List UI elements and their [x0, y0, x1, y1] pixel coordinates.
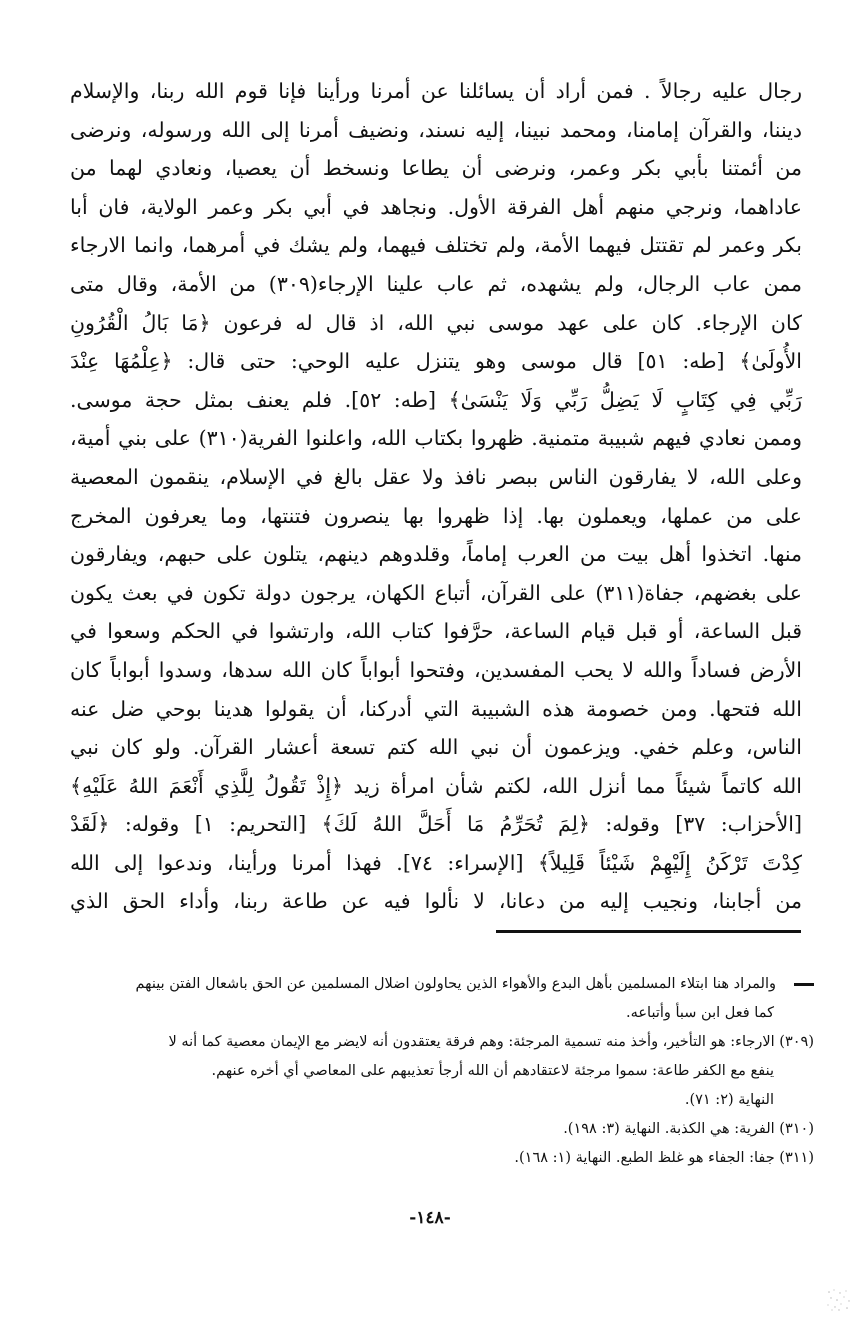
body-line: الله فتحها. ومن خصومة هذه الشبيبة التي أدركنا، أن يقولوا هدينا بوحي ضل عنه — [70, 696, 802, 721]
print-speckle — [826, 1288, 852, 1312]
body-line: الأرض فساداً والله لا يحب المفسدين، وفتحوا أبواباً كان الله سدها، وسدوا أبواباً كان — [70, 657, 802, 682]
footnotes — [56, 970, 814, 1173]
footnote-309: (٣٠٩) الارجاء: هو التأخير، وأخذ منه تسمية المرجئة: وهم فرقة يعتقدون أنه لايضر مع الإيمان معصية كما أنه لا — [168, 1034, 814, 1050]
body-line: الله كاتماً شيئاً مما أنزل الله، لكتم شأن امرأة زيد ﴿إِذْ تَقُولُ لِلَّذِي أَنْعَمَ اللهُ عَلَيْهِ﴾ — [70, 773, 802, 798]
body-line: رجال عليه رجالاً . فمن أراد أن يسائلنا عن أمرنا ورأينا فإنا قوم الله ربنا، والإسلام — [70, 79, 802, 103]
body-line: كِدْتَ تَرْكَنُ إِلَيْهِمْ شَيْئاً قَلِيلاً﴾ [الإسراء: ٧٤]. فهذا أمرنا ورأينا، وندعوا إلى الله — [70, 850, 802, 875]
footnote-309-source: النهاية (٢: ٧١). — [684, 1092, 774, 1108]
body-line: قبل الساعة، أو قبل قيام الساعة، حرَّفوا كتاب الله، وارتشوا في الحكم وسعوا في — [70, 619, 802, 644]
footnote-separator — [496, 930, 801, 933]
body-line: من أجابنا، ونجيب إليه من دعانا، لا نألوا فيه عن طاعة ربنا، وأداء الحق الذي — [70, 889, 802, 914]
body-line: وعلى الله، لا يفارقون الناس ببصر نافذ ولا عقل بالغ في الإسلام، ينقمون المعصية — [70, 464, 802, 489]
body-line: من أئمتنا بأبي بكر وعمر، ونرضى أن يطاعا ونسخط أن يعصيا، ونعادي لهما من — [70, 156, 802, 181]
body-line: الأُولَىٰ﴾ [طه: ٥١] قال موسى وهو يتنزل عليه الوحي: حتى قال: ﴿عِلْمُهَا عِنْدَ — [70, 349, 802, 374]
body-line: وممن نعادي فيهم شبيبة متمنية. ظهروا بكتاب الله، واعلنوا الفرية(٣١٠) على بني أمية، — [70, 426, 802, 451]
body-line: رَبِّي فِي كِتَابٍ لَا يَضِلُّ رَبِّي وَلَا يَنْسَىٰ﴾ [طه: ٥٢]. فلم يعنف بمثل حجة موسى. — [70, 387, 803, 412]
footnote-309-continuation: ينفع مع الكفر طاعة: سموا مرجئة لاعتقادهم أن الله أرجأ تعذيبهم على المعاصي أي أخره عنهم. — [211, 1063, 774, 1079]
body-line: على بغضهم، جفاة(٣١١) على القرآن، أتباع الكهان، يرجون دولة تكون في بعث يكون — [70, 580, 802, 605]
footnote-text: والمراد هنا ابتلاء المسلمين بأهل البدع والأهواء الذين يحاولون اضلال المسلمين عن الحق باشعال الفتن بينهم — [135, 976, 776, 992]
main-body-text — [70, 72, 802, 921]
body-line: الناس، وعلم خفي. ويزعمون أن نبي الله كتم تسعة أعشار القرآن. ولو كان نبي — [70, 735, 802, 760]
body-line: كان الإرجاء. كان على عهد موسى نبي الله، اذ قال له فرعون ﴿مَا بَالُ الْقُرُونِ — [70, 310, 802, 335]
body-line: ممن عاب الرجال، ولم يشهده، ثم عاب علينا الإرجاء(٣٠٩) من الأمة، وقال متى — [70, 271, 803, 296]
body-line: على من عملها، ويعملون بها. إذا ظهروا بها ينصرون فتنتها، وما يعرفون المخرج — [70, 503, 802, 528]
footnote-311: (٣١١) جفا: الجفاء هو غلظ الطبع. النهاية (١: ١٦٨). — [514, 1150, 814, 1166]
body-line: [الأحزاب: ٣٧] وقوله: ﴿لِمَ تُحَرِّمُ مَا أَحَلَّ اللهُ لَكَ﴾ [التحريم: ١] وقوله: ﴿لَقَدْ — [70, 812, 802, 837]
body-line: عاداهما، ونرجي منهم أهل الفرقة الأول. ونجاهد في أبي بكر وعمر الولاية، فان أبا — [70, 194, 802, 219]
body-line: ديننا، والقرآن إمامنا، ومحمد نبينا، إليه نسند، ونضيف أمرنا إلى الله ورسوله، ونرضى — [70, 117, 802, 142]
body-line: منها. اتخذوا أهل بيت من العرب إماماً، وقلدوهم دينهم، يتلون على حبهم، ويفارقون — [70, 542, 802, 567]
footnote-text: كما فعل ابن سبأ وأتباعه. — [626, 1005, 774, 1021]
page-number: -١٤٨- — [409, 1208, 451, 1228]
body-line: بكر وعمر لم تقتتل فيهما الأمة، ولم تختلف فيهما، ولم يشك في أمرهما، وانما الارجاء — [70, 233, 802, 258]
footnote-unnumbered — [56, 970, 814, 999]
footnote-310: (٣١٠) الفرية: هي الكذبة. النهاية (٣: ١٩٨). — [563, 1121, 814, 1137]
footnote-dash-marker — [794, 983, 814, 986]
